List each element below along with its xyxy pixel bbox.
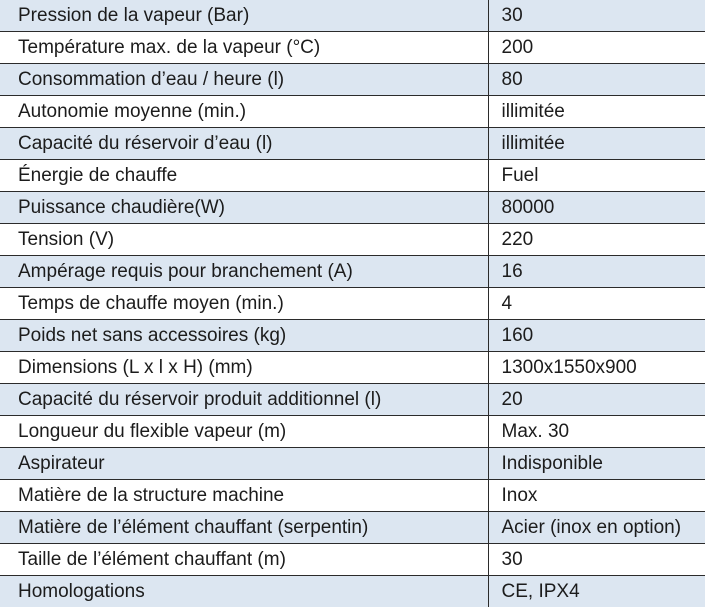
- spec-value: Indisponible: [488, 448, 705, 480]
- spec-label: Taille de l’élément chauffant (m): [0, 544, 488, 576]
- spec-label: Consommation d’eau / heure (l): [0, 64, 488, 96]
- spec-label: Homologations: [0, 576, 488, 607]
- spec-label: Matière de l’élément chauffant (serpentin): [0, 512, 488, 544]
- spec-label: Capacité du réservoir d’eau (l): [0, 128, 488, 160]
- spec-value: 30: [488, 0, 705, 32]
- spec-value: illimitée: [488, 96, 705, 128]
- spec-value: 1300x1550x900: [488, 352, 705, 384]
- spec-label: Tension (V): [0, 224, 488, 256]
- spec-value: 30: [488, 544, 705, 576]
- table-row: [0, 0, 705, 32]
- table-row: [0, 416, 705, 448]
- table-row: [0, 192, 705, 224]
- table-row: [0, 320, 705, 352]
- table-row: [0, 512, 705, 544]
- spec-value: Acier (inox en option): [488, 512, 705, 544]
- spec-label: Longueur du flexible vapeur (m): [0, 416, 488, 448]
- spec-label: Autonomie moyenne (min.): [0, 96, 488, 128]
- spec-label: Puissance chaudière(W): [0, 192, 488, 224]
- spec-value: illimitée: [488, 128, 705, 160]
- table-row: [0, 160, 705, 192]
- spec-label: Poids net sans accessoires (kg): [0, 320, 488, 352]
- table-row: [0, 448, 705, 480]
- table-row: [0, 544, 705, 576]
- spec-value: Max. 30: [488, 416, 705, 448]
- spec-value: 80000: [488, 192, 705, 224]
- spec-value: 80: [488, 64, 705, 96]
- table-row: [0, 352, 705, 384]
- spec-label: Température max. de la vapeur (°C): [0, 32, 488, 64]
- spec-value: 160: [488, 320, 705, 352]
- spec-value: 200: [488, 32, 705, 64]
- spec-label: Matière de la structure machine: [0, 480, 488, 512]
- spec-label: Temps de chauffe moyen (min.): [0, 288, 488, 320]
- spec-label: Ampérage requis pour branchement (A): [0, 256, 488, 288]
- spec-label: Pression de la vapeur (Bar): [0, 0, 488, 32]
- spec-value: 20: [488, 384, 705, 416]
- table-row: [0, 384, 705, 416]
- spec-label: Dimensions (L x l x H) (mm): [0, 352, 488, 384]
- spec-value: 220: [488, 224, 705, 256]
- table-row: [0, 288, 705, 320]
- table-row: [0, 256, 705, 288]
- spec-value: CE, IPX4: [488, 576, 705, 607]
- spec-value: 4: [488, 288, 705, 320]
- spec-label: Énergie de chauffe: [0, 160, 488, 192]
- spec-label: Capacité du réservoir produit additionnel (l): [0, 384, 488, 416]
- table-row: [0, 64, 705, 96]
- table-row: [0, 576, 705, 607]
- spec-value: Fuel: [488, 160, 705, 192]
- table-row: [0, 32, 705, 64]
- table-row: [0, 224, 705, 256]
- table-row: [0, 96, 705, 128]
- spec-label: Aspirateur: [0, 448, 488, 480]
- spec-value: Inox: [488, 480, 705, 512]
- table-row: [0, 128, 705, 160]
- spec-value: 16: [488, 256, 705, 288]
- table-row: [0, 480, 705, 512]
